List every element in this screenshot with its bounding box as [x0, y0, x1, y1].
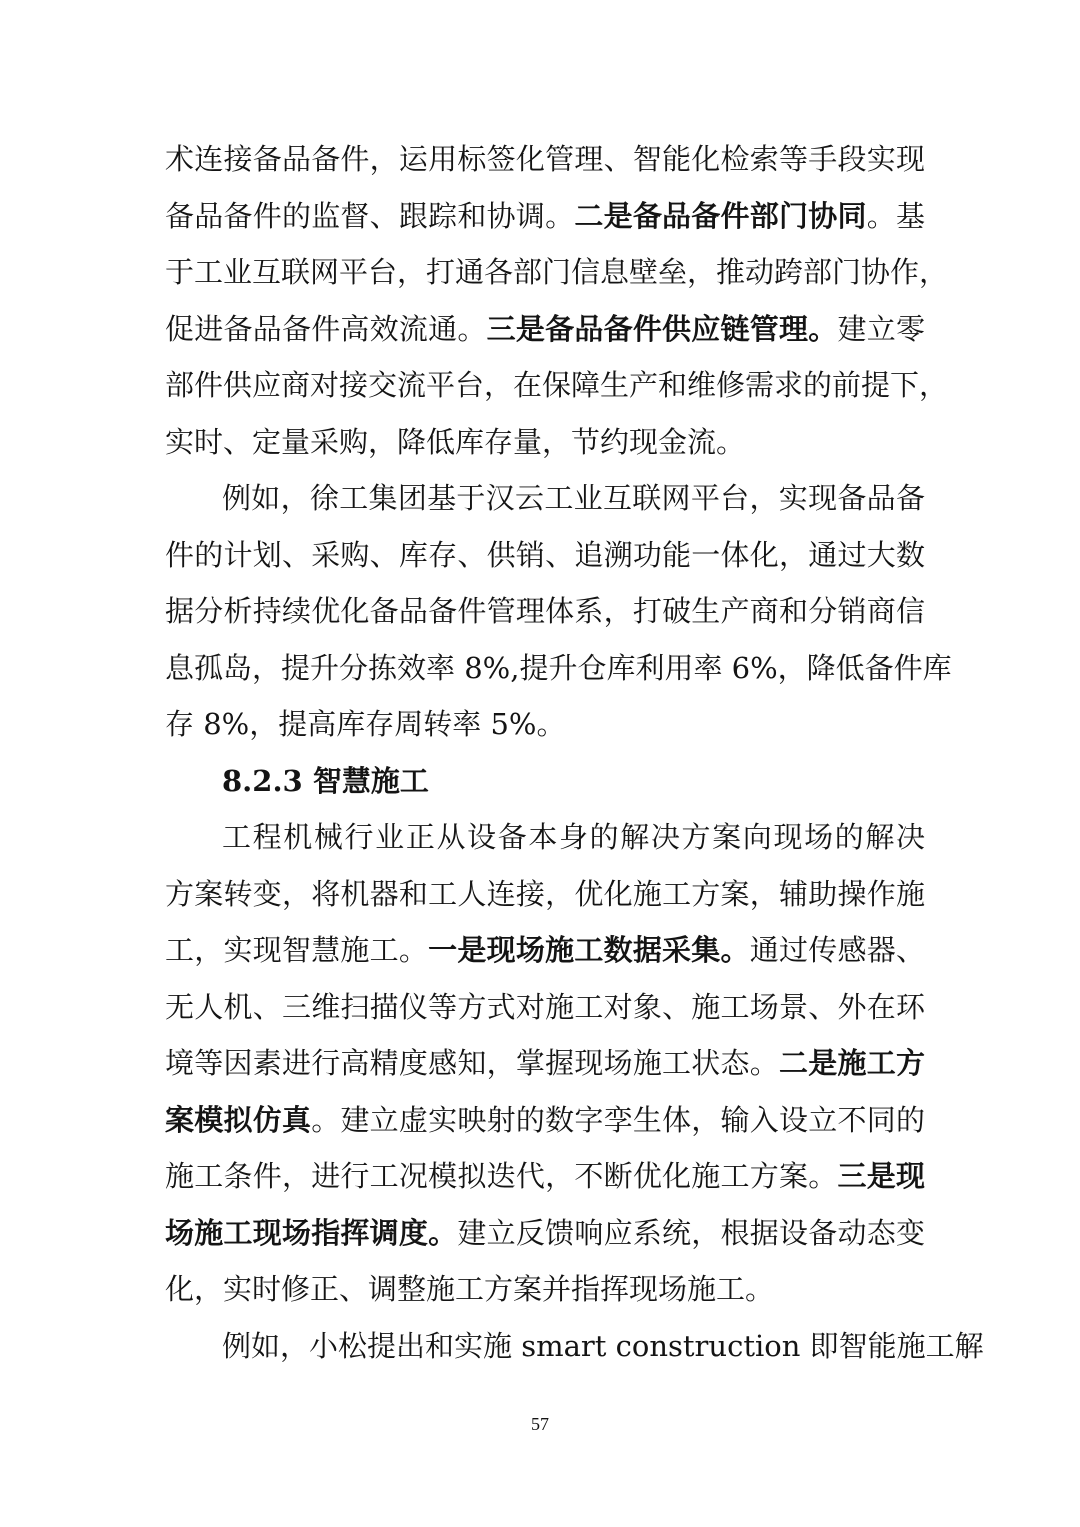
paragraph [165, 131, 949, 470]
page-number: 57 [531, 1414, 549, 1434]
paragraph [165, 1318, 984, 1375]
text-line [165, 1261, 925, 1318]
body-text-after-heading [165, 809, 984, 1374]
text-line [165, 527, 925, 584]
text-run: 建立零 [837, 311, 925, 346]
text-line [165, 809, 925, 866]
text-run: 部件供应商对接交流平台，在保障生产和维修需求的前提下， [165, 368, 949, 402]
text-line [165, 1318, 984, 1375]
text-line [165, 131, 925, 188]
text-line [165, 640, 952, 697]
bold-text-run: 一是现场施工数据采集。 [428, 933, 750, 967]
text-run: 方案转变，将机器和工人连接，优化施工方案，辅助操作施 [165, 876, 925, 911]
text-run: 促进备品备件高效流通。 [165, 311, 487, 346]
text-run: 存 8%，提高库存周转率 5%。 [165, 707, 566, 741]
text-run: 备品备件的监督、跟踪和协调。 [165, 198, 575, 233]
text-run: 境等因素进行高精度感知，掌握现场施工状态。 [165, 1046, 780, 1080]
bold-text-run: 三是备品备件供应链管理。 [486, 311, 838, 346]
text-line [165, 357, 949, 414]
text-line [165, 414, 925, 471]
text-run: 工，实现智慧施工。 [165, 933, 429, 967]
paragraph [165, 809, 925, 1318]
section-heading: 8.2.3 智慧施工 [222, 763, 429, 798]
text-run: 例如，小松提出和实施 smart construction 即智能施工解 [222, 1328, 984, 1363]
text-line [165, 1205, 925, 1262]
text-line [165, 1035, 925, 1092]
text-run: 化，实时修正、调整施工方案并指挥现场施工。 [165, 1272, 775, 1306]
bold-text-run: 场施工现场指挥调度。 [165, 1215, 458, 1250]
text-run: 无人机、三维扫描仪等方式对施工对象、施工场景、外在环 [165, 989, 925, 1024]
text-line [165, 1148, 925, 1205]
text-run: 例如，徐工集团基于汉云工业互联网平台，实现备品备 [222, 481, 925, 515]
text-line [165, 922, 925, 979]
text-run: 。基 [866, 198, 925, 233]
text-line [165, 1092, 925, 1149]
text-run: 术连接备品备件，运用标签化管理、智能化检索等手段实现 [165, 142, 925, 176]
text-line [165, 583, 925, 640]
text-line [165, 188, 925, 245]
text-run: 据分析持续优化备品备件管理体系，打破生产商和分销商信 [165, 594, 925, 628]
text-line [165, 470, 925, 527]
bold-text-run: 二是备品备件部门协同 [574, 198, 867, 233]
bold-text-run: 三是现 [837, 1159, 925, 1193]
text-line [165, 244, 949, 301]
text-line [165, 866, 925, 923]
paragraph [165, 470, 952, 753]
text-run: 息孤岛，提升分拣效率 8%,提升仓库利用率 6%，降低备件库 [165, 650, 952, 685]
body-text-before-heading [165, 131, 952, 753]
text-run: 通过传感器、 [749, 933, 925, 967]
text-run: 建立反馈响应系统，根据设备动态变 [457, 1215, 925, 1250]
text-run: 。建立虚实映射的数字孪生体，输入设立不同的 [311, 1102, 925, 1137]
text-line [165, 301, 925, 358]
text-run: 施工条件，进行工况模拟迭代，不断优化施工方案。 [165, 1159, 838, 1193]
bold-text-run: 案模拟仿真 [165, 1102, 312, 1137]
text-line [165, 979, 925, 1036]
text-run: 件的计划、采购、库存、供销、追溯功能一体化，通过大数 [165, 537, 925, 572]
bold-text-run: 二是施工方 [779, 1046, 925, 1080]
page-body [165, 131, 984, 1374]
text-line [165, 696, 925, 753]
text-run: 实时、定量采购，降低库存量，节约现金流。 [165, 424, 746, 459]
text-run: 工程机械行业正从设备本身的解决方案向现场的解决 [222, 820, 925, 854]
text-run: 于工业互联网平台，打通各部门信息壁垒，推动跨部门协作， [165, 255, 949, 289]
